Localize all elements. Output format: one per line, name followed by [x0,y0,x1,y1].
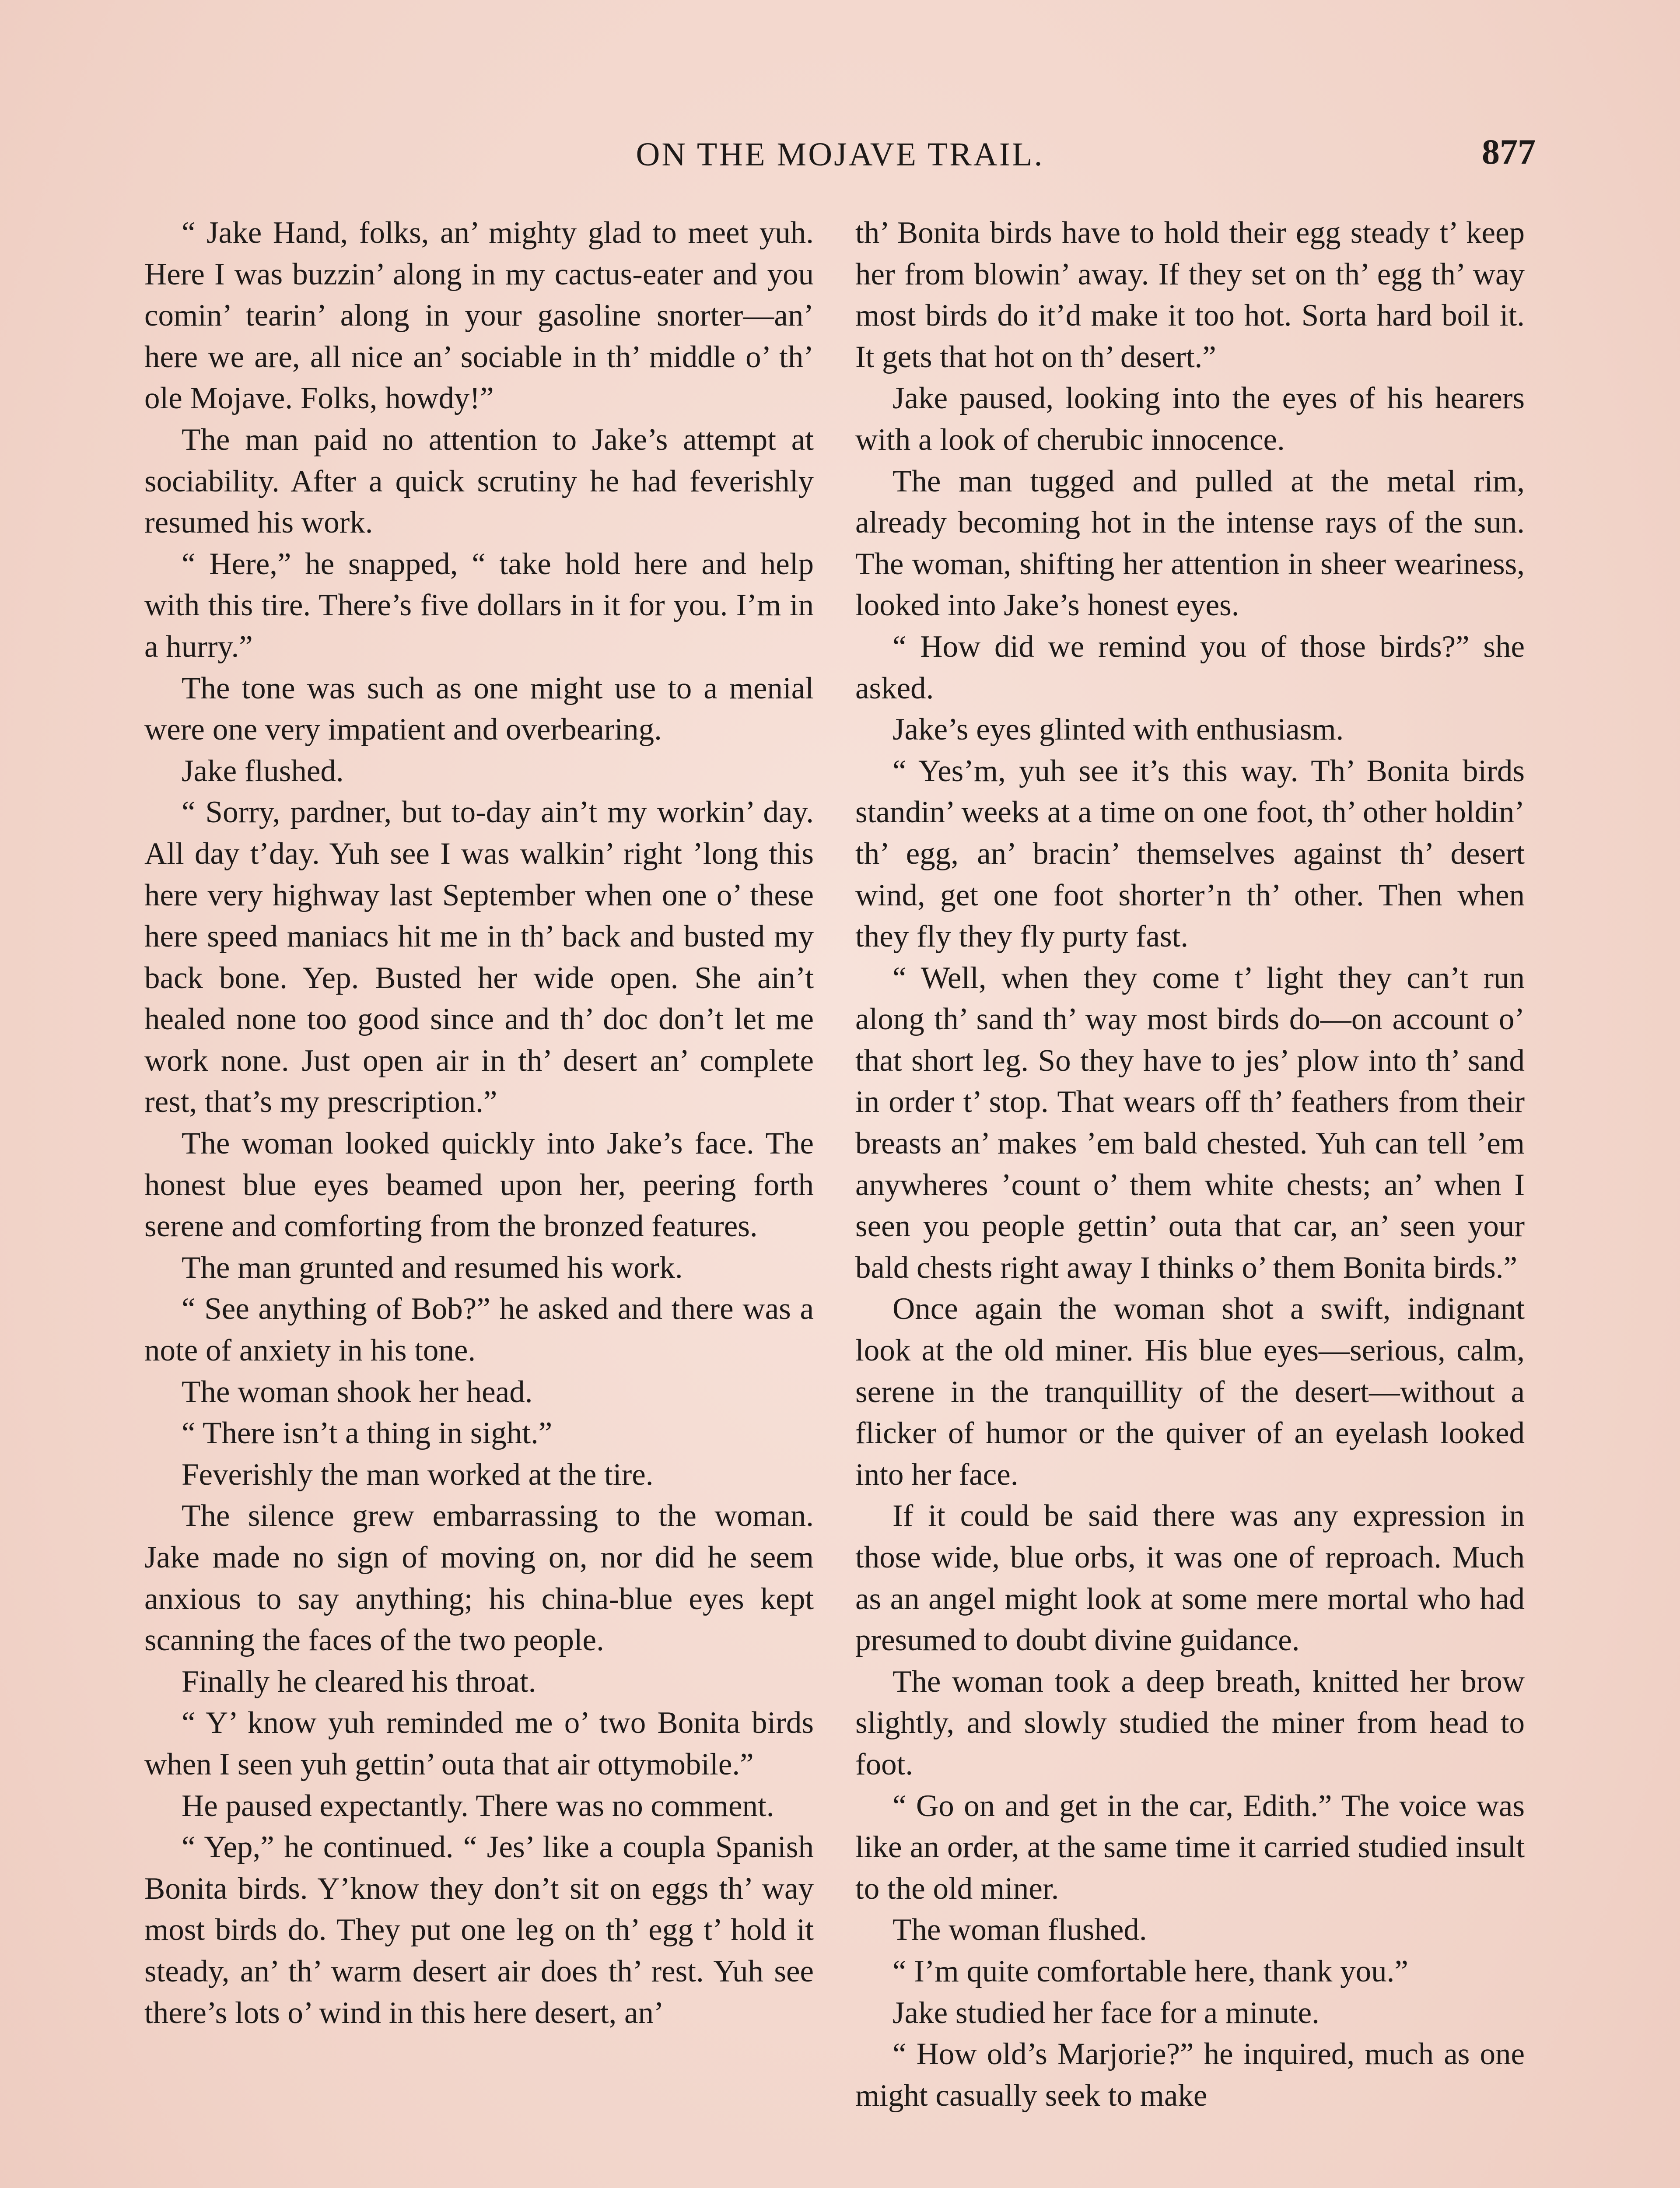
paragraph: The woman shook her head. [182,1375,533,1409]
paragraph: The man paid no attention to Jake’s attempt at sociability. After a quick scrutiny he had feverishly resumed his work. [144,422,814,540]
paragraph: “ Yes’m, yuh see it’s this way. Th’ Bonita birds standin’ weeks at a time on one foot, th’ other holdin’ th’ egg, an’ bracin’ themselves against th’ desert wind, get one foot shorter’n th’ other. Then when they fly they fly purty fast. [855,754,1525,954]
paragraph: Jake’s eyes glinted with enthusiasm. [892,712,1344,747]
running-title: ON THE MOJAVE TRAIL. [636,136,1044,173]
paragraph: The man tugged and pulled at the metal rim, already becoming hot in the intense rays of the sun. The woman, shifting her attention in sheer weariness, looked into Jake’s honest eyes. [855,464,1525,623]
paragraph: The man grunted and resumed his work. [182,1250,683,1285]
paragraph: Once again the woman shot a swift, indignant look at the old miner. His blue eyes—serious, calm, serene in the tranquillity of the desert—without a flicker of humor or the quiver of an eyelash looked into her face. [855,1292,1525,1492]
paragraph: Jake flushed. [182,754,344,788]
paragraph: “ How did we remind you of those birds?” she asked. [855,629,1525,705]
paragraph: He paused expectantly. There was no comment. [182,1788,774,1823]
paragraph: If it could be said there was any expression in those wide, blue orbs, it was one of reproach. Much as an angel might look at some mere mortal who had presumed to doubt divine guidance. [855,1499,1525,1658]
paragraph: “ Here,” he snapped, “ take hold here and help with this tire. There’s five dollars in it for you. I’m in a hurry.” [144,547,814,664]
paragraph: Jake studied her face for a minute. [892,1995,1320,2030]
paragraph: “ Go on and get in the car, Edith.” The voice was like an order, at the same time it carried studied insult to the old miner. [855,1788,1525,1906]
paragraph: “ I’m quite comfortable here, thank you.” [892,1954,1408,1988]
paragraph: Finally he cleared his throat. [182,1664,536,1699]
paragraph: Feverishly the man worked at the tire. [182,1457,654,1492]
paragraph: “ Well, when they come t’ light they can’t run along th’ sand th’ way most birds do—on account o’ that short leg. So they have to jes’ plow into th’ sand in order t’ stop. That wears off th’ feathers from their breasts an’ makes ’em bald chested. Yuh can tell ’em anywheres ’count o’ them white chests; an’ when I seen you people gettin’ outa that car, an’ seen your bald chests right away I thinks o’ them Bonita birds.” [855,961,1525,1285]
paragraph: The woman took a deep breath, knitted her brow slightly, and slowly studied the miner from head to foot. [855,1664,1525,1781]
paragraph: “ See anything of Bob?” he asked and there was a note of anxiety in his tone. [144,1292,814,1368]
paragraph: Jake paused, looking into the eyes of his hearers with a look of cherubic innocence. [855,381,1525,457]
paragraph-continued: th’ Bonita birds have to hold their egg steady t’ keep her from blowin’ away. If they set on th’ egg th’ way most birds do it’d make it too hot. Sorta hard boil it. It gets that hot on th’ desert.” [855,216,1525,374]
left-column [144,212,814,2034]
page-number: 877 [1482,132,1536,172]
paragraph: The tone was such as one might use to a menial were one very impatient and overbearing. [144,671,814,747]
paragraph: “ Yep,” he continued. “ Jes’ like a coupla Spanish Bonita birds. Y’know they don’t sit on eggs th’ way most birds do. They put one leg on th’ egg t’ hold it steady, an’ th’ warm desert air does th’ rest. Yuh see there’s lots o’ wind in this here desert, an’ [144,1830,814,2030]
right-column [855,212,1525,2116]
paragraph: “ Y’ know yuh reminded me o’ two Bonita birds when I seen yuh gettin’ outa that air ottymobile.” [144,1706,814,1781]
paragraph: “ There isn’t a thing in sight.” [182,1416,553,1451]
paragraph: The woman flushed. [892,1913,1147,1947]
paragraph: “ How old’s Marjorie?” he inquired, much as one might casually seek to make [855,2037,1525,2113]
page-header [0,131,1680,179]
paragraph: The woman looked quickly into Jake’s face. The honest blue eyes beamed upon her, peering forth serene and comforting from the bronzed features. [144,1126,814,1244]
paragraph: “ Sorry, pardner, but to-day ain’t my workin’ day. All day t’day. Yuh see I was walkin’ right ’long this here very highway last September when one o’ these here speed maniacs hit me in th’ back and busted my back bone. Yep. Busted her wide open. She ain’t healed none too good since and th’ doc don’t let me work none. Just open air in th’ desert an’ complete rest, that’s my prescription.” [144,795,814,1119]
paragraph: The silence grew embarrassing to the woman. Jake made no sign of moving on, nor did he seem anxious to say anything; his china-blue eyes kept scanning the faces of the two people. [144,1499,814,1658]
paragraph: “ Jake Hand, folks, an’ mighty glad to meet yuh. Here I was buzzin’ along in my cactus-eater and you comin’ tearin’ along in your gasoline snorter—an’ here we are, all nice an’ sociable in th’ middle o’ th’ ole Mojave. Folks, howdy!” [144,216,814,416]
